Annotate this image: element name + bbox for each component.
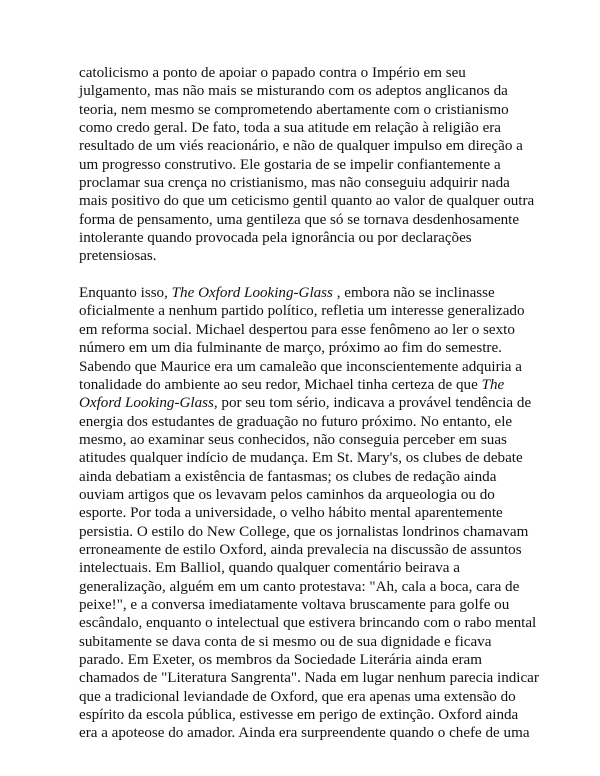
text-line — [79, 486, 541, 504]
text-segment: atitudes qualquer indício de mudança. Em St. Mary's, os clubes de debate — [79, 450, 523, 467]
text-segment: parado. Em Exeter, os membros da Sociedade Literária ainda eram — [79, 652, 482, 668]
text-segment: erroneamente de estilo Oxford, ainda prevalecia na discussão de assuntos — [79, 541, 522, 558]
text-line — [79, 413, 541, 431]
text-line — [79, 119, 541, 137]
text-line — [79, 724, 541, 742]
italic-title-text: The Oxford Looking-Glass — [171, 285, 333, 302]
text-segment: esporte. Por toda a universidade, o velho hábito mental aparentemente — [79, 505, 503, 522]
italic-title-text: Oxford Looking-Glass, — [79, 395, 218, 412]
text-line — [79, 596, 541, 614]
text-line — [79, 137, 541, 155]
text-line — [79, 174, 541, 192]
text-segment: resultado de um viés reacionário, e não de qualquer impulso em direção a — [79, 138, 523, 155]
text-segment: julgamento, mas não mais se misturando com os adeptos anglicanos da — [79, 83, 508, 100]
text-line — [79, 651, 541, 669]
text-line — [79, 211, 541, 229]
text-line — [79, 468, 541, 486]
text-line — [79, 523, 541, 541]
text-segment: , embora não se inclinasse — [332, 285, 495, 302]
text-segment: como credo geral. De fato, toda a sua atitude em relação à religião era — [79, 120, 501, 137]
text-segment: teoria, nem mesmo se comprometendo abertamente com o cristianismo — [79, 101, 509, 118]
text-line — [79, 706, 541, 724]
paragraph-2 — [79, 284, 541, 743]
text-line — [79, 614, 541, 632]
text-line — [79, 229, 541, 247]
text-segment: persistia. O estilo do New College, que os jornalistas londrinos chamavam — [79, 523, 529, 540]
text-segment: tonalidade do ambiente ao seu redor, Michael tinha certeza de que — [79, 376, 482, 393]
text-segment: energia dos estudantes de graduação no futuro próximo. No entanto, ele — [79, 413, 513, 430]
text-line — [79, 376, 541, 394]
text-segment: número em um dia fulminante de março, próximo ao fim do semestre. — [79, 340, 502, 357]
text-segment: generalização, alguém em um canto protestava: "Ah, cala a boca, cara de — [79, 578, 520, 595]
text-segment: peixe!", e a conversa imediatamente voltava bruscamente para golfe ou — [79, 596, 510, 613]
text-segment: intelectuais. Em Balliol, quando qualquer comentário beirava a — [79, 560, 460, 577]
text-line — [79, 541, 541, 559]
text-segment: em reforma social. Michael despertou para esse fenômeno ao ler o sexto — [79, 321, 515, 338]
italic-title-text: The — [481, 376, 505, 393]
text-line — [79, 578, 541, 596]
text-line — [79, 688, 541, 706]
text-line — [79, 82, 541, 100]
text-segment: chamados de "Literatura Sangrenta". Nada em lugar nenhum parecia indicar — [79, 670, 539, 687]
text-segment: oficialmente a nenhum partido político, refletia um interesse generalizado — [79, 303, 525, 320]
text-line — [79, 321, 541, 339]
text-segment: intolerante quando provocada pela ignorância ou por declarações — [79, 230, 472, 247]
text-line — [79, 394, 541, 412]
text-segment: proclamar sua crença no cristianismo, mas não conseguiu adquirir nada — [79, 175, 510, 192]
text-line — [79, 358, 541, 376]
text-line — [79, 192, 541, 210]
text-line — [79, 559, 541, 577]
text-segment: escândalo, enquanto o intelectual que estivera brincando com o rabo mental — [79, 615, 537, 632]
text-line — [79, 302, 541, 320]
text-segment: forma de pensamento, uma gentileza que só se tornava desdenhosamente — [79, 211, 520, 228]
text-line — [79, 633, 541, 651]
text-line — [79, 284, 541, 302]
text-line — [79, 101, 541, 119]
text-line — [79, 669, 541, 687]
text-segment: mesmo, ao examinar seus conhecidos, não conseguia perceber em suas — [79, 431, 507, 448]
text-segment: que a tradicional leviandade de Oxford, que era apenas uma extensão do — [79, 688, 516, 705]
text-line — [79, 156, 541, 174]
text-line — [79, 247, 541, 265]
text-segment: Enquanto isso, — [79, 285, 172, 302]
paragraph-1 — [79, 64, 541, 266]
text-segment: era a apoteose do amador. Ainda era surpreendente quando o chefe de uma — [79, 725, 530, 742]
text-line — [79, 431, 541, 449]
text-line — [79, 504, 541, 522]
text-segment: ouviam artigos que os levavam pelos caminhos da arqueologia ou do — [79, 486, 495, 503]
text-segment: pretensiosas. — [79, 248, 157, 265]
text-segment: Sabendo que Maurice era um camaleão que inconscientemente adquiria a — [79, 358, 522, 375]
text-segment: catolicismo a ponto de apoiar o papado contra o Império em seu — [79, 65, 466, 81]
text-line — [79, 449, 541, 467]
text-segment: um progresso construtivo. Ele gostaria de se impelir confiantemente a — [79, 156, 501, 173]
text-segment: ainda debatiam a existência de fantasmas; os clubes de redação ainda — [79, 468, 497, 485]
text-segment: por seu tom sério, indicava a provável tendência de — [217, 395, 532, 412]
text-segment: mais positivo do que um ceticismo gentil quanto ao valor de qualquer outra — [79, 193, 535, 210]
text-segment: subitamente se dava conta de si mesmo ou de sua dignidade e ficava — [79, 633, 492, 650]
text-line — [79, 339, 541, 357]
text-segment: espírito da escola pública, estivesse em perigo de extinção. Oxford ainda — [79, 707, 519, 724]
text-line — [79, 64, 541, 82]
document-page — [79, 64, 541, 743]
